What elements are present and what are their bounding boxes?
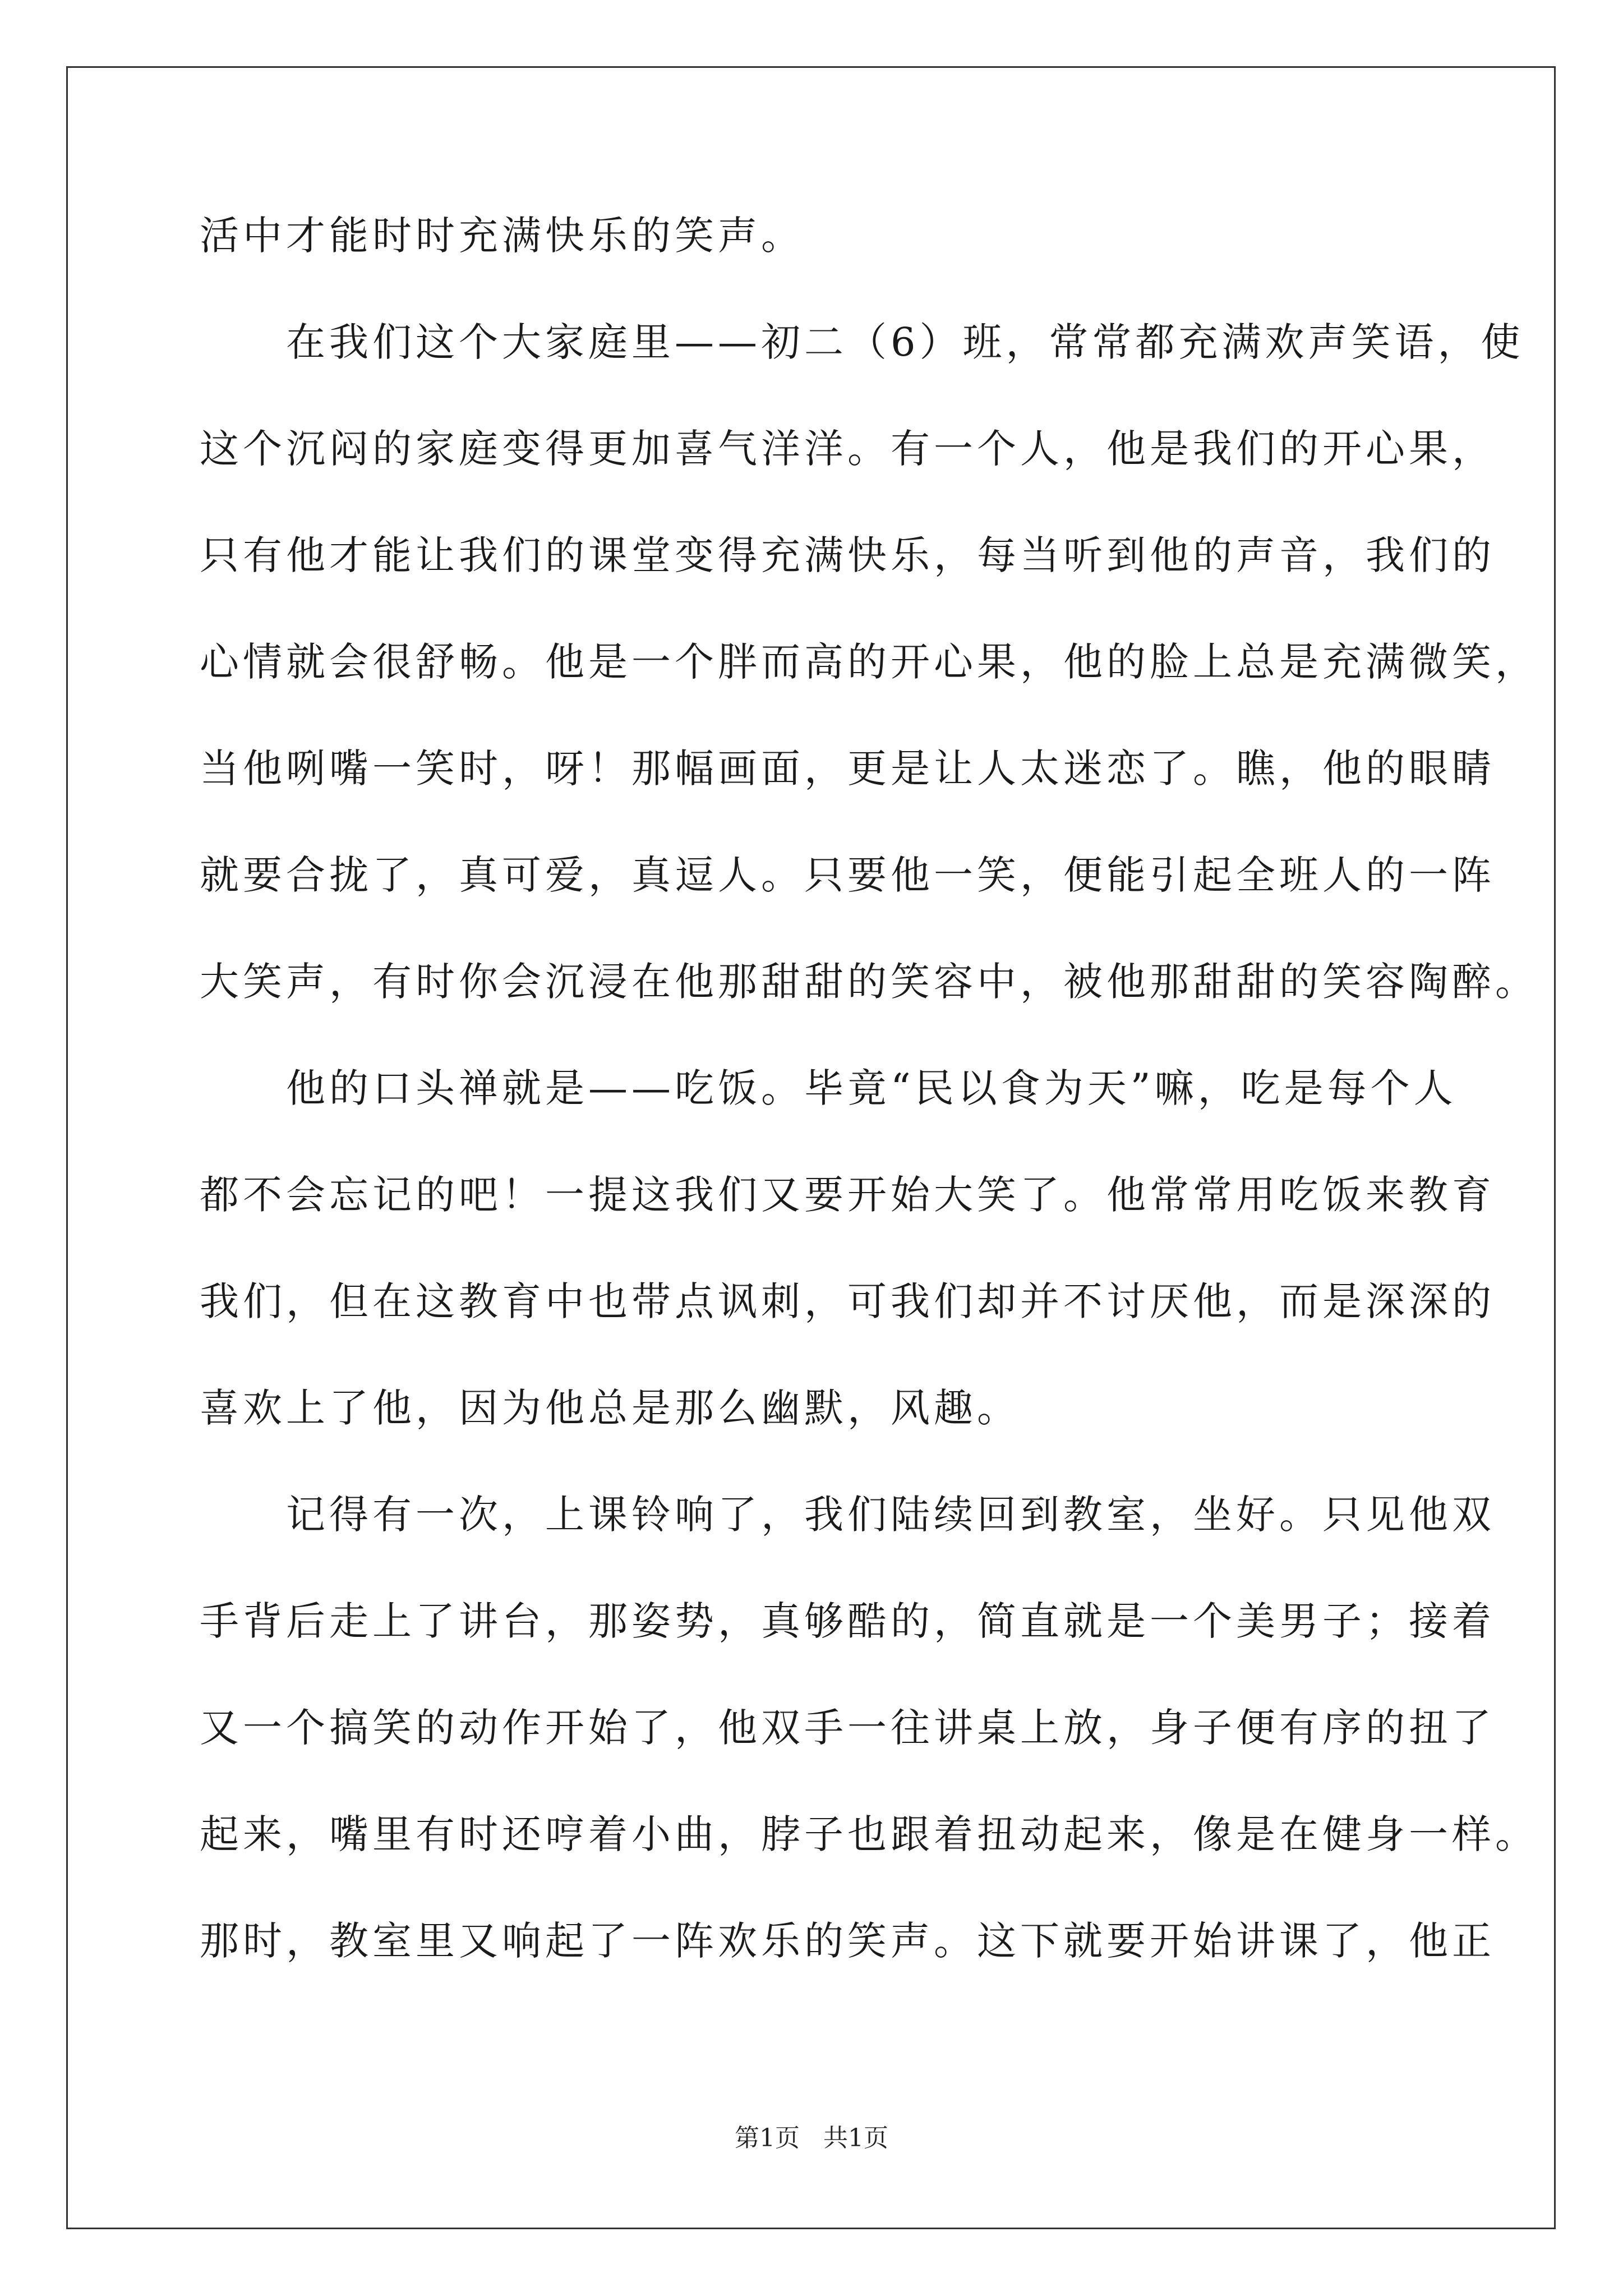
- text-line: 当他咧嘴一笑时，呀！那幅画面，更是让人太迷恋了。瞧，他的眼睛: [200, 746, 1495, 792]
- text-line: 都不会忘记的吧！一提这我们又要开始大笑了。他常常用吃饭来教育: [200, 1172, 1495, 1218]
- text-line: 他的口头禅就是——吃饭。毕竟“民以食为天”嘛，吃是每个人: [200, 1065, 1457, 1111]
- text-line: 手背后走上了讲台，那姿势，真够酷的，简直就是一个美男子；接着: [200, 1598, 1495, 1644]
- text-line: 又一个搞笑的动作开始了，他双手一往讲桌上放，身子便有序的扭了: [200, 1705, 1495, 1751]
- text-line: 记得有一次，上课铃响了，我们陆续回到教室，坐好。只见他双: [200, 1492, 1495, 1538]
- text-line: 喜欢上了他，因为他总是那么幽默，风趣。: [200, 1385, 1020, 1431]
- page-footer: [0, 2122, 1623, 2155]
- text-line: 心情就会很舒畅。他是一个胖而高的开心果，他的脸上总是充满微笑，: [200, 639, 1538, 685]
- text-line: 那时，教室里又响起了一阵欢乐的笑声。这下就要开始讲课了，他正: [200, 1918, 1495, 1964]
- page-number: 第1页: [735, 2124, 800, 2152]
- text-line: 在我们这个大家庭里——初二（6）班，常常都充满欢声笑语，使: [200, 319, 1524, 365]
- page-total: 共1页: [823, 2124, 888, 2152]
- text-line: 这个沉闷的家庭变得更加喜气洋洋。有一个人，他是我们的开心果，: [200, 426, 1495, 472]
- text-line: 我们，但在这教育中也带点讽刺，可我们却并不讨厌他，而是深深的: [200, 1278, 1495, 1324]
- text-line: 大笑声，有时你会沉浸在他那甜甜的笑容中，被他那甜甜的笑容陶醉。: [200, 959, 1538, 1005]
- text-line: 就要合拢了，真可爱，真逗人。只要他一笑，便能引起全班人的一阵: [200, 852, 1495, 898]
- text-line: 起来，嘴里有时还哼着小曲，脖子也跟着扭动起来，像是在健身一样。: [200, 1811, 1538, 1857]
- text-line: 只有他才能让我们的课堂变得充满快乐，每当听到他的声音，我们的: [200, 532, 1495, 578]
- text-line: 活中才能时时充满快乐的笑声。: [200, 213, 804, 259]
- document-body: [200, 208, 1538, 2019]
